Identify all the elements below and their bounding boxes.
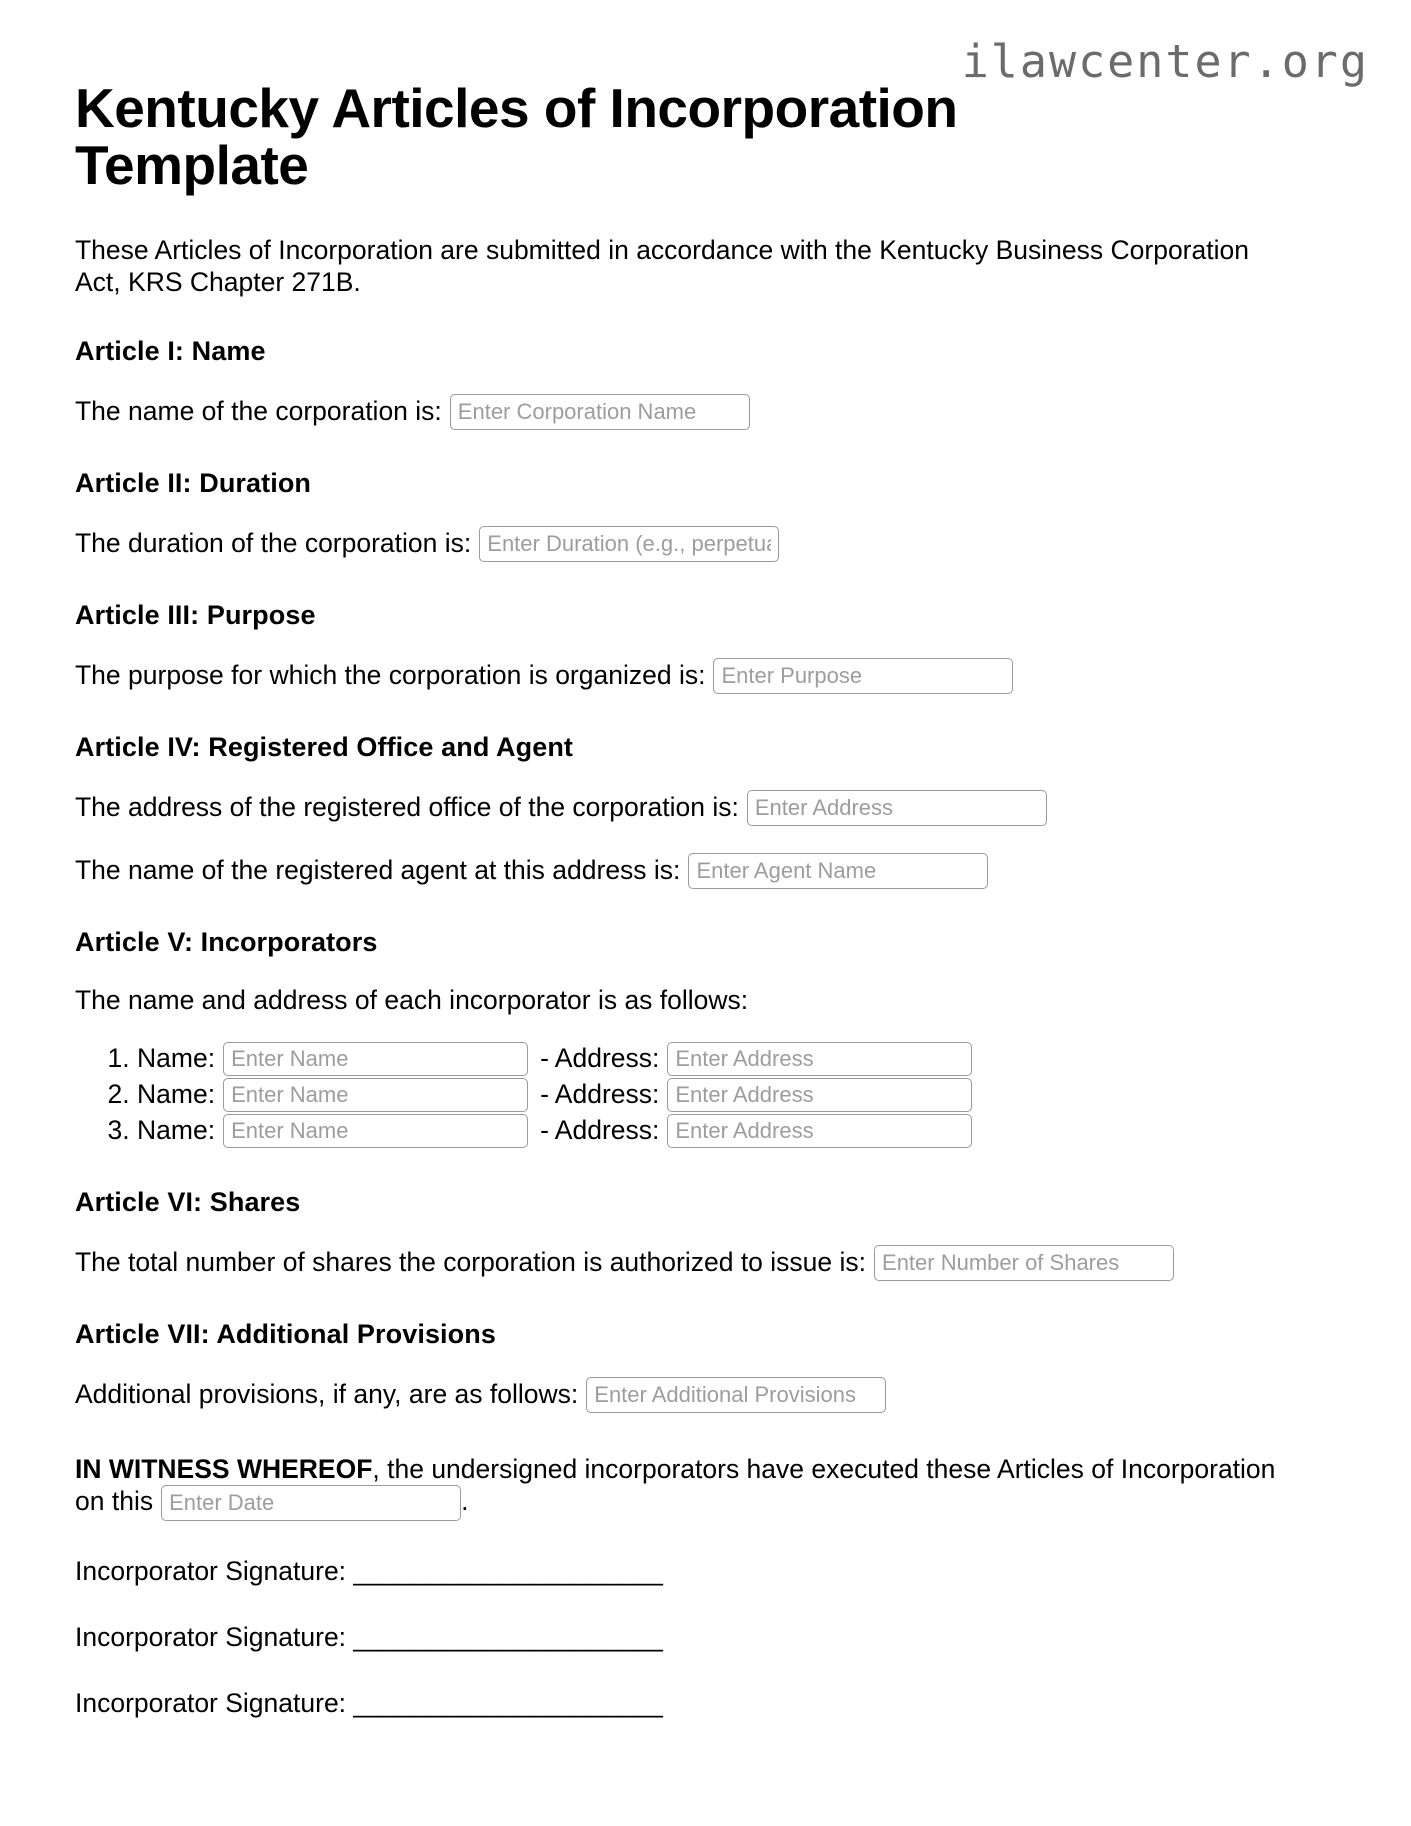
incorporators-label: The name and address of each incorporator is as follows:: [75, 984, 749, 1015]
signature-line-3: [75, 1688, 1340, 1719]
incorporators-list: [75, 1041, 1340, 1149]
signature-line-1: [75, 1556, 1340, 1587]
execution-date-input[interactable]: [161, 1485, 461, 1521]
list-item: [137, 1041, 1340, 1077]
registered-agent-input[interactable]: [688, 853, 988, 889]
incorporator-name-label-2: 2. Name:: [137, 1079, 216, 1110]
article-heading-i: Article I: Name: [75, 335, 266, 366]
list-item: [137, 1077, 1340, 1113]
signature-line-2: [75, 1622, 1340, 1653]
shares-label: The total number of shares the corporation is authorized to issue is:: [75, 1246, 867, 1277]
incorporator-address-input-3[interactable]: [667, 1114, 972, 1148]
article-heading-ii: Article II: Duration: [75, 467, 312, 498]
registered-agent-label: The name of the registered agent at this address is:: [75, 854, 681, 885]
witness-clause: [75, 1453, 1305, 1521]
article-heading-v: Article V: Incorporators: [75, 926, 378, 957]
incorporator-name-label-3: 3. Name:: [137, 1115, 216, 1146]
article-i-row: [75, 394, 1340, 430]
registered-office-label: The address of the registered office of the corporation is:: [75, 791, 739, 822]
incorporator-address-input-2[interactable]: [667, 1078, 972, 1112]
corporation-name-input[interactable]: [450, 394, 750, 430]
incorporator-name-label-1: 1. Name:: [137, 1043, 216, 1074]
article-vi-row: [75, 1245, 1340, 1281]
signature-rule-1: _____________________: [353, 1555, 663, 1586]
duration-input[interactable]: [479, 526, 779, 562]
list-item: [137, 1113, 1340, 1149]
document-content: [75, 77, 1340, 1719]
signature-rule-3: _____________________: [353, 1687, 663, 1718]
shares-input[interactable]: [874, 1245, 1174, 1281]
article-iv-address-row: [75, 790, 1340, 826]
duration-label: The duration of the corporation is:: [75, 527, 472, 558]
page-title: Kentucky Articles of Incorporation Template: [75, 77, 958, 196]
witness-bold-lead: IN WITNESS WHEREOF: [75, 1453, 373, 1484]
witness-period: .: [461, 1485, 469, 1516]
signature-label-1: Incorporator Signature:: [75, 1555, 347, 1586]
article-heading-iv: Article IV: Registered Office and Agent: [75, 731, 574, 762]
signature-label-2: Incorporator Signature:: [75, 1621, 347, 1652]
additional-provisions-input[interactable]: [586, 1377, 886, 1413]
incorporators-intro: [75, 985, 1340, 1017]
intro-paragraph: These Articles of Incorporation are submitted in accordance with the Kentucky Business Corporation Act, KRS Chapter 271B.: [75, 235, 1249, 297]
incorporator-address-label-1: - Address:: [540, 1043, 660, 1074]
article-vii-row: [75, 1377, 1340, 1413]
incorporator-name-input-3[interactable]: [223, 1114, 528, 1148]
article-heading-iii: Article III: Purpose: [75, 599, 316, 630]
signature-label-3: Incorporator Signature:: [75, 1687, 347, 1718]
incorporator-address-label-2: - Address:: [540, 1079, 660, 1110]
incorporator-name-input-1[interactable]: [223, 1042, 528, 1076]
article-ii-row: [75, 526, 1340, 562]
incorporator-address-input-1[interactable]: [667, 1042, 972, 1076]
incorporator-name-input-2[interactable]: [223, 1078, 528, 1112]
purpose-input[interactable]: [713, 658, 1013, 694]
witness-text: , the undersigned incorporators have executed these Articles of Incorporation on this: [75, 1453, 1276, 1516]
corporation-name-label: The name of the corporation is:: [75, 395, 442, 426]
article-iii-row: [75, 658, 1340, 694]
article-iv-agent-row: [75, 853, 1340, 889]
article-heading-vii: Article VII: Additional Provisions: [75, 1318, 496, 1349]
incorporator-address-label-3: - Address:: [540, 1115, 660, 1146]
additional-provisions-label: Additional provisions, if any, are as follows:: [75, 1378, 579, 1409]
article-heading-vi: Article VI: Shares: [75, 1186, 301, 1217]
purpose-label: The purpose for which the corporation is organized is:: [75, 659, 706, 690]
registered-office-input[interactable]: [747, 790, 1047, 826]
signature-rule-2: _____________________: [353, 1621, 663, 1652]
site-watermark: ilawcenter.org: [961, 35, 1369, 88]
